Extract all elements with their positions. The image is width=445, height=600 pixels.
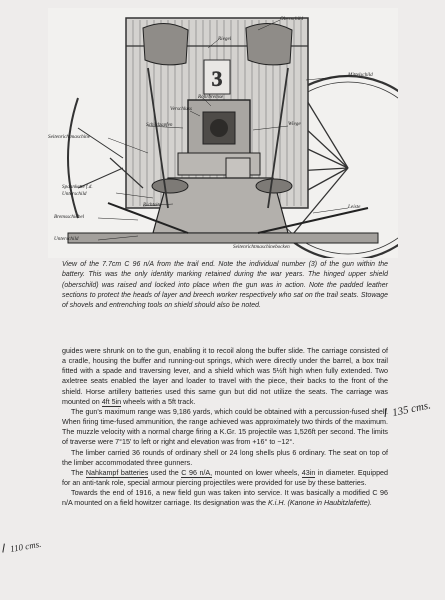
label-seitenrichtmaschine: Seitenrichtmaschine: [48, 134, 91, 140]
paragraph-3: The limber carried 36 rounds of ordinary shell or 24 long shells plus 6 ordinary. The seat on top of the limber accommodated three gunners.: [62, 448, 388, 467]
underlined-wheel-size: 4ft 5in: [101, 397, 122, 406]
underlined-c96: C 96 n/A,: [181, 468, 213, 477]
label-oberschild: Oberschild: [280, 16, 304, 22]
body-text: [62, 346, 388, 509]
underlined-43in: 43in: [301, 468, 316, 477]
label-bremsschiebel: Bremsschiebel: [54, 214, 85, 220]
paragraph-4: The Nahkampf batteries used the C 96 n/A, mounted on lower wheels, 43in in diameter. Equipped for an anti-tank role, special armour piercing projectiles were provided for use by these batteries.: [62, 468, 388, 488]
label-seitenrichtmaschinebocken: Seitenrichtmaschinebocken: [233, 244, 290, 250]
handwritten-note-left: 110 cms.: [2, 538, 42, 555]
label-mittelschild: Mittelschild: [348, 72, 373, 78]
breech-drawing: [178, 100, 260, 188]
gun-number: 3: [211, 66, 223, 91]
label-unterschild-upper: Unterschild: [62, 191, 87, 197]
left-wheel-drawing: [68, 98, 123, 218]
figure-caption: View of the 7.7cm C 96 n/A from the trail end. Note the individual number (3) of the gun within the battery. This was the only identity marking retained during the war years. The hinged upper shield (oberschild) was raised and locked into place when the gun was in action. Note the padded leather sections to protect the heads of layer and breech worker respectively who sat on the trail seats. Stowage of shovels and entrenching tools on shield should also be noted.: [62, 261, 388, 310]
label-spannkette: Spannkette f.d.: [62, 184, 93, 190]
paragraph-5: Towards the end of 1916, a new field gun was taken into service. It was basically a modified C 96 n/A mounted on a field howitzer carriage. Its designation was the K.i.H. (Kanone in Haubitzlafette).: [62, 489, 388, 508]
kih-designation: K.i.H. (Kanone in Haubitzlafette).: [268, 499, 373, 508]
label-rohrbremse: Rohrbremse: [198, 94, 224, 100]
label-schildzapfen: Schildzapfen: [146, 122, 173, 128]
underlined-nahkampf: Nahkampf batteries: [85, 468, 149, 477]
label-verschluss: Verschluss: [170, 106, 192, 112]
label-leiste: Leiste: [348, 204, 361, 210]
label-riegel: Riegel: [218, 36, 232, 42]
handwritten-note-right: 135 cms.: [384, 399, 432, 420]
paragraph-1: guides were shrunk on to the gun, enabling it to recoil along the buffer slide. The carriage consisted of a cradle, housing the buffer and running-out springs, which were directly under the barrel, a box trail fitted with a spade and traversing lever, and a shield which was 5½ft high when fully extended. Two axletree seats enabled the layer and loader to travel with the piece, their backs to the front of the shield. Horse artillery batteries used this same gun but did not utilize the seats. The carriage was mounted on 4ft 5in wheels with a 5ft track.: [62, 347, 388, 406]
label-wiege: Wiege: [288, 121, 301, 127]
paragraph-2: The gun's maximum range was 9,186 yards, which could be obtained with a percussion-fused shell. When firing time-fused ammunition, the range achieved was approximately two thirds of the maximum. The muzzle velocity with a normal charge firing a K.Gr. 15 projectile was 1,526ft per second. The limits of traverse were 7°15' to left or right and elevation was from +16° to −12°.: [62, 407, 388, 447]
label-richtsitz: Richtsitz: [143, 202, 161, 208]
gun-illustration: [48, 8, 398, 258]
label-unterschild-lower: Unterschild: [54, 236, 79, 242]
